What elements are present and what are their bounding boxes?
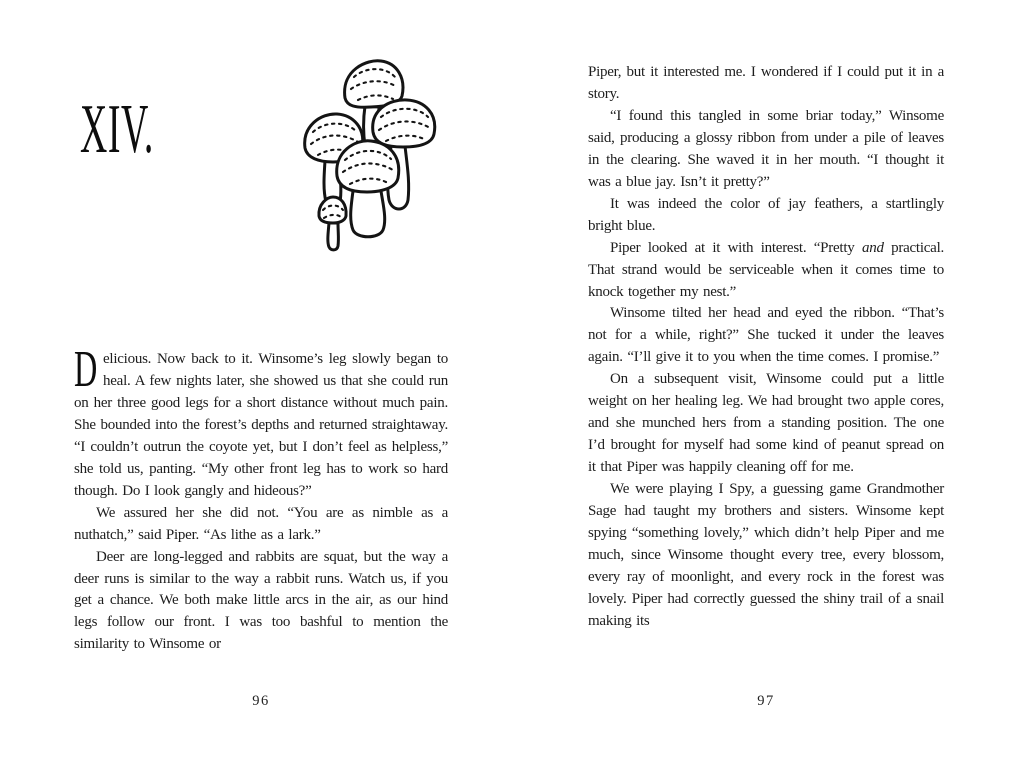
paragraph: Winsome tilted her head and eyed the ribbon. “That’s not for a while, right?” She tucked it under the leaves again. “I’ll give it to you when the time comes. I promise.” <box>588 305 944 366</box>
paragraph: We assured her she did not. “You are as nimble as a nuthatch,” said Piper. “As lithe as a lark.” <box>74 504 448 543</box>
mushroom-cluster-icon <box>283 54 455 254</box>
chapter-heading: XIV. <box>80 91 154 168</box>
paragraph: On a subsequent visit, Winsome could put a little weight on her healing leg. We had brought two apple cores, and she munched hers from a standing position. The one I’d brought for myself had some kind of peanut spread on it that Piper was happily cleaning off for me. <box>588 371 944 476</box>
paragraph: Delicious. Now back to it. Winsome’s leg slowly began to heal. A few nights later, she showed us that she could run on her three good legs for a short distance without much pain. She bounded into the forest’s depths and returned straightaway. “I couldn’t outrun the coyote yet, but I don’t feel as helpless,” she told us, panting. “My other front leg has to work so hard though. Do I look gangly and hideous?” <box>74 341 448 499</box>
drop-cap: D <box>74 341 98 398</box>
paragraph: “I found this tangled in some briar today,” Winsome said, producing a glossy ribbon from under a pile of leaves in the clearing. She waved it in her mouth. “I thought it was a blue jay. Isn’t it pretty?” <box>588 107 944 190</box>
page-number-right: 97 <box>757 693 775 709</box>
paragraph: Deer are long-legged and rabbits are squat, but the way a deer runs is similar to the way a rabbit runs. Watch us, if you get a chance. We both make little arcs in the air, as our hind legs follow our front. I was too bashful to mention the similarity to Winsome or <box>74 548 448 653</box>
paragraph: Piper, but it interested me. I wondered if I could put it in a story. <box>588 64 944 102</box>
paragraph: We were playing I Spy, a guessing game Grandmother Sage had taught my brothers and sisters. Winsome kept spying “something lovely,” which didn’t help Piper and me much, since Winsome thought every tree, every blossom, every ray of moonlight, and every rock in the forest was lovely. Piper had correctly guessed the shiny trail of a snail making its <box>588 481 944 629</box>
right-page-text <box>588 62 944 633</box>
left-page-text <box>74 341 448 656</box>
page-number-left: 96 <box>252 693 270 709</box>
mushroom-cluster-illustration <box>283 54 455 254</box>
paragraph: It was indeed the color of jay feathers, a startlingly bright blue. <box>588 195 944 234</box>
paragraph: Piper looked at it with interest. “Pretty and practical. That strand would be serviceable when it comes time to knock together my nest.” <box>588 239 944 300</box>
